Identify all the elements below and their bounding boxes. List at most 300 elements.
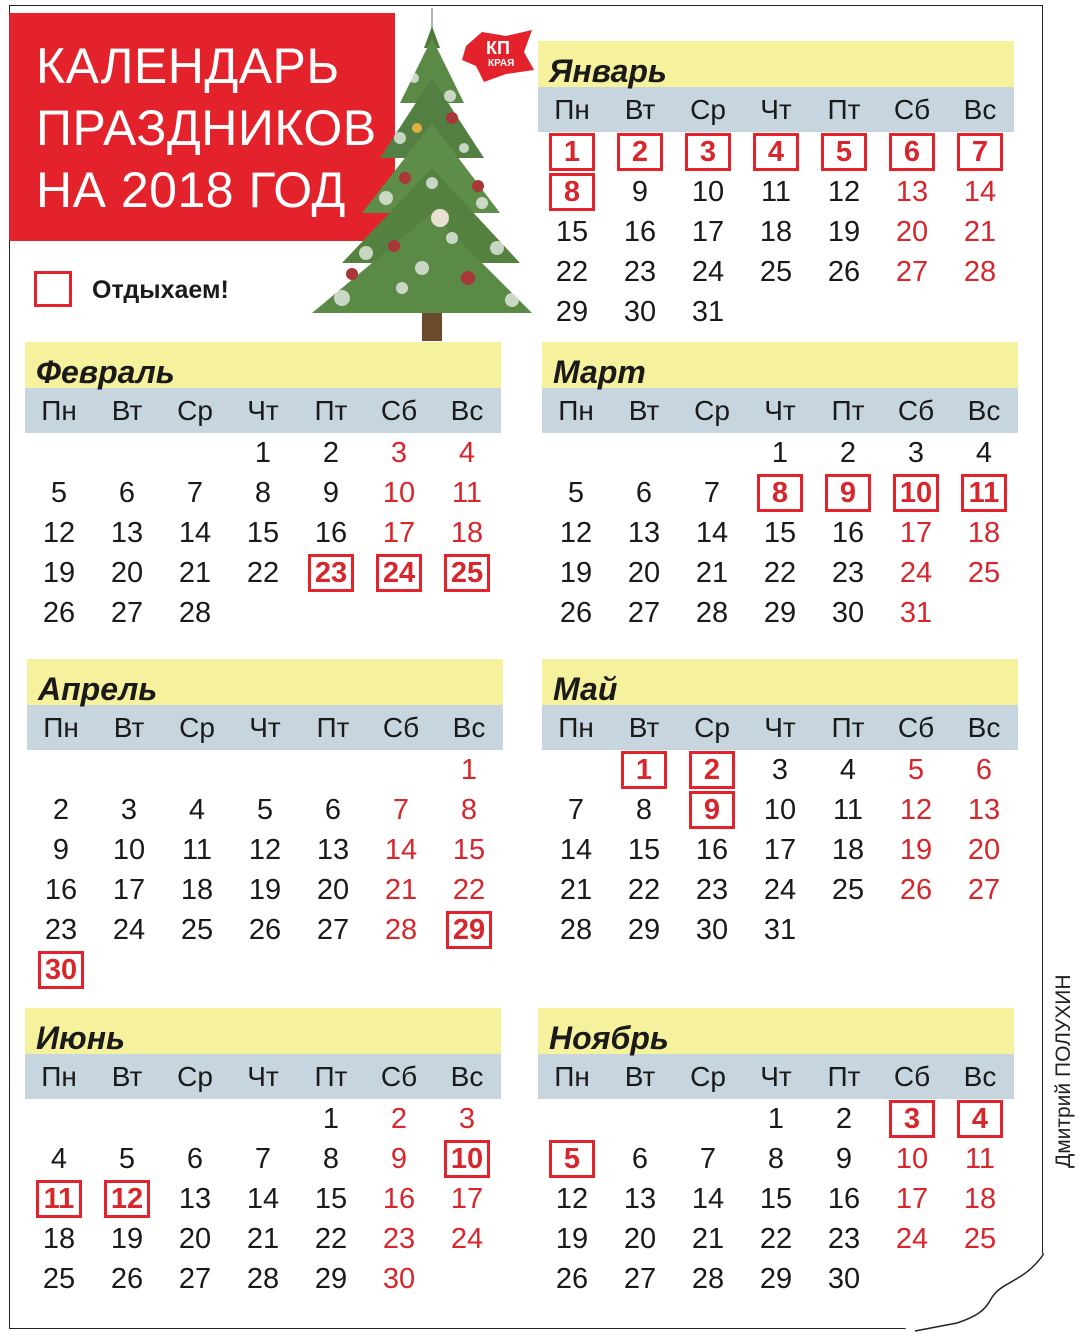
weekday-header xyxy=(25,388,501,433)
weekend-day-cell: 10 xyxy=(382,477,416,509)
day-cell: 15 xyxy=(314,1183,348,1215)
kp-logo xyxy=(462,30,536,82)
holiday-day-cell: 3 xyxy=(674,132,742,172)
svg-text:КП: КП xyxy=(486,38,510,58)
day-cell: 18 xyxy=(831,834,865,866)
day-cell: 13 xyxy=(623,1183,657,1215)
day-cell: 25 xyxy=(831,874,865,906)
weekend-day-cell: 25 xyxy=(967,557,1001,589)
day-cell: 20 xyxy=(627,557,661,589)
holiday-day-cell: 9 xyxy=(814,473,882,513)
day-cell: 30 xyxy=(831,597,865,629)
weekend-day-cell: 18 xyxy=(450,517,484,549)
day-cell: 6 xyxy=(118,477,136,509)
weekend-day-cell: 11 xyxy=(451,477,483,509)
photographer-credit xyxy=(1052,974,1076,1192)
day-cell: 2 xyxy=(839,437,857,469)
weekday-label: Пн xyxy=(43,712,79,743)
day-cell: 29 xyxy=(314,1263,348,1295)
weekday-label: Чт xyxy=(764,712,796,743)
day-cell: 5 xyxy=(256,794,274,826)
empty-day-cell xyxy=(93,1099,161,1139)
holiday-day-cell: 2 xyxy=(606,132,674,172)
day-cell: 23 xyxy=(831,557,865,589)
empty-day-cell xyxy=(25,1099,93,1139)
day-cell: 12 xyxy=(827,176,861,208)
day-cell: 29 xyxy=(555,296,589,328)
weekday-label: Ср xyxy=(177,1061,213,1092)
weekday-header xyxy=(538,1054,1014,1099)
weekend-day-cell: 22 xyxy=(452,874,486,906)
day-cell: 22 xyxy=(759,1223,793,1255)
weekday-header xyxy=(542,388,1018,433)
weekend-day-cell: 5 xyxy=(907,754,925,786)
month-name-bar xyxy=(538,41,1014,87)
day-cell: 22 xyxy=(314,1223,348,1255)
month-name: Май xyxy=(553,671,618,707)
weekday-label: Сб xyxy=(380,1061,418,1092)
weekday-label: Пн xyxy=(41,395,77,426)
weekend-day-cell: 11 xyxy=(964,1143,996,1175)
svg-text:КРАЯ: КРАЯ xyxy=(488,58,515,69)
day-cell: 4 xyxy=(50,1143,68,1175)
month-february xyxy=(25,342,501,633)
weekend-day-cell: 26 xyxy=(899,874,933,906)
holiday-day-cell: 4 xyxy=(742,132,810,172)
weekday-label: Пт xyxy=(827,1061,861,1092)
weekday-label: Ср xyxy=(690,94,726,125)
day-cell: 19 xyxy=(110,1223,144,1255)
holiday-day-cell: 11 xyxy=(950,473,1018,513)
weekend-day-cell: 24 xyxy=(895,1223,929,1255)
legend-holiday-swatch xyxy=(34,271,72,307)
day-cell: 7 xyxy=(567,794,585,826)
weekday-label: Чт xyxy=(764,395,796,426)
month-march xyxy=(542,342,1018,633)
weekday-label: Сб xyxy=(897,712,935,743)
month-name-bar xyxy=(542,659,1018,705)
month-name-bar xyxy=(25,342,501,388)
month-name-bar xyxy=(25,1008,501,1054)
weekend-day-cell: 21 xyxy=(384,874,418,906)
day-cell: 12 xyxy=(248,834,282,866)
weekend-day-cell: 8 xyxy=(460,794,478,826)
weekday-label: Вт xyxy=(628,395,660,426)
weekend-day-cell: 7 xyxy=(392,794,410,826)
weekday-label: Пт xyxy=(827,94,861,125)
day-cell: 1 xyxy=(767,1103,785,1135)
day-cell: 19 xyxy=(555,1223,589,1255)
day-cell: 17 xyxy=(112,874,146,906)
day-cell: 9 xyxy=(631,176,649,208)
weekend-day-cell: 25 xyxy=(963,1223,997,1255)
day-cell: 22 xyxy=(627,874,661,906)
day-cell: 11 xyxy=(181,834,213,866)
empty-day-cell xyxy=(27,750,95,790)
weekday-label: Пн xyxy=(41,1061,77,1092)
holiday-day-cell: 2 xyxy=(678,750,746,790)
month-january xyxy=(538,41,1014,332)
day-cell: 16 xyxy=(695,834,729,866)
day-cell: 12 xyxy=(42,517,76,549)
day-cell: 4 xyxy=(975,437,993,469)
weekend-day-cell: 17 xyxy=(382,517,416,549)
weekday-label: Пн xyxy=(558,395,594,426)
day-cell: 27 xyxy=(178,1263,212,1295)
day-cell: 27 xyxy=(627,597,661,629)
weekend-day-cell: 17 xyxy=(899,517,933,549)
weekday-label: Вс xyxy=(450,395,484,426)
weekend-day-cell: 18 xyxy=(967,517,1001,549)
day-cell: 7 xyxy=(699,1143,717,1175)
weekday-label: Пн xyxy=(554,94,590,125)
weekday-label: Сб xyxy=(893,94,931,125)
day-cell: 20 xyxy=(110,557,144,589)
weekday-header xyxy=(542,705,1018,750)
day-cell: 2 xyxy=(52,794,70,826)
legend-label: Отдыхаем! xyxy=(92,276,229,304)
day-cell: 26 xyxy=(555,1263,589,1295)
day-cell: 16 xyxy=(314,517,348,549)
day-cell: 14 xyxy=(695,517,729,549)
day-cell: 7 xyxy=(703,477,721,509)
weekday-label: Чт xyxy=(247,1061,279,1092)
weekend-day-cell: 4 xyxy=(458,437,476,469)
weekday-label: Вт xyxy=(624,1061,656,1092)
day-cell: 14 xyxy=(559,834,593,866)
weekend-day-cell: 16 xyxy=(382,1183,416,1215)
weekday-label: Пт xyxy=(314,395,348,426)
holiday-day-cell: 9 xyxy=(678,790,746,830)
day-cell: 15 xyxy=(555,216,589,248)
weekday-label: Пт xyxy=(316,712,350,743)
day-cell: 5 xyxy=(567,477,585,509)
weekend-day-cell: 3 xyxy=(390,437,408,469)
month-may xyxy=(542,659,1018,950)
weekday-label: Сб xyxy=(893,1061,931,1092)
weekend-day-cell: 27 xyxy=(895,256,929,288)
day-cell: 22 xyxy=(246,557,280,589)
day-cell: 22 xyxy=(555,256,589,288)
day-cell: 25 xyxy=(180,914,214,946)
day-cell: 21 xyxy=(691,1223,725,1255)
day-cell: 11 xyxy=(760,176,792,208)
day-cell: 21 xyxy=(695,557,729,589)
day-cell: 30 xyxy=(695,914,729,946)
weekday-label: Чт xyxy=(247,395,279,426)
weekday-label: Вт xyxy=(113,712,145,743)
weekday-label: Пт xyxy=(314,1061,348,1092)
day-cell: 26 xyxy=(110,1263,144,1295)
weekday-label: Вс xyxy=(452,712,486,743)
day-cell: 8 xyxy=(767,1143,785,1175)
day-cell: 14 xyxy=(178,517,212,549)
day-cell: 18 xyxy=(42,1223,76,1255)
weekday-label: Вт xyxy=(628,712,660,743)
day-cell: 29 xyxy=(759,1263,793,1295)
weekday-label: Вт xyxy=(111,395,143,426)
day-cell: 19 xyxy=(248,874,282,906)
day-cell: 1 xyxy=(771,437,789,469)
month-name: Январь xyxy=(549,53,667,89)
weekday-label: Пт xyxy=(831,712,865,743)
weekend-day-cell: 15 xyxy=(452,834,486,866)
weekend-day-cell: 1 xyxy=(460,754,478,786)
day-cell: 13 xyxy=(627,517,661,549)
empty-day-cell xyxy=(367,750,435,790)
day-cell: 21 xyxy=(559,874,593,906)
weekday-label: Сб xyxy=(382,712,420,743)
day-cell: 26 xyxy=(559,597,593,629)
weekend-day-cell: 9 xyxy=(390,1143,408,1175)
weekday-label: Вс xyxy=(963,94,997,125)
empty-day-cell xyxy=(606,1099,674,1139)
day-cell: 30 xyxy=(623,296,657,328)
weekday-label: Вт xyxy=(111,1061,143,1092)
day-cell: 10 xyxy=(691,176,725,208)
day-cell: 22 xyxy=(763,557,797,589)
day-cell: 10 xyxy=(763,794,797,826)
day-cell: 28 xyxy=(691,1263,725,1295)
day-grid xyxy=(542,433,1018,633)
day-cell: 23 xyxy=(695,874,729,906)
day-cell: 15 xyxy=(759,1183,793,1215)
day-cell: 5 xyxy=(118,1143,136,1175)
weekend-day-cell: 20 xyxy=(895,216,929,248)
day-cell: 9 xyxy=(835,1143,853,1175)
day-cell: 29 xyxy=(763,597,797,629)
credit-text: Дмитрий ПОЛУХИН xyxy=(1052,974,1075,1168)
empty-day-cell xyxy=(542,750,610,790)
day-cell: 21 xyxy=(246,1223,280,1255)
weekend-day-cell: 18 xyxy=(963,1183,997,1215)
month-name-bar xyxy=(27,659,503,705)
empty-day-cell xyxy=(161,433,229,473)
day-cell: 2 xyxy=(835,1103,853,1135)
weekend-day-cell: 31 xyxy=(899,597,933,629)
weekday-label: Пн xyxy=(554,1061,590,1092)
weekend-day-cell: 17 xyxy=(895,1183,929,1215)
day-cell: 20 xyxy=(623,1223,657,1255)
day-grid xyxy=(27,750,503,990)
title-line-1: КАЛЕНДАРЬ xyxy=(36,38,340,94)
day-cell: 6 xyxy=(186,1143,204,1175)
day-cell: 28 xyxy=(559,914,593,946)
month-name: Февраль xyxy=(36,354,175,390)
day-cell: 23 xyxy=(623,256,657,288)
day-cell: 12 xyxy=(555,1183,589,1215)
weekend-day-cell: 14 xyxy=(963,176,997,208)
day-cell: 6 xyxy=(635,477,653,509)
holiday-day-cell: 23 xyxy=(297,553,365,593)
day-cell: 8 xyxy=(322,1143,340,1175)
day-cell: 20 xyxy=(178,1223,212,1255)
weekend-day-cell: 27 xyxy=(967,874,1001,906)
weekday-label: Ср xyxy=(694,395,730,426)
day-cell: 17 xyxy=(763,834,797,866)
month-name: Март xyxy=(553,354,646,390)
weekend-day-cell: 24 xyxy=(899,557,933,589)
day-cell: 5 xyxy=(50,477,68,509)
empty-day-cell xyxy=(542,433,610,473)
weekday-header xyxy=(25,1054,501,1099)
empty-day-cell xyxy=(538,1099,606,1139)
holiday-day-cell: 10 xyxy=(882,473,950,513)
day-cell: 27 xyxy=(316,914,350,946)
day-cell: 19 xyxy=(827,216,861,248)
empty-day-cell xyxy=(25,433,93,473)
empty-day-cell xyxy=(163,750,231,790)
day-cell: 16 xyxy=(827,1183,861,1215)
weekend-day-cell: 14 xyxy=(384,834,418,866)
empty-day-cell xyxy=(161,1099,229,1139)
month-name: Июнь xyxy=(36,1020,126,1056)
day-cell: 31 xyxy=(691,296,725,328)
holiday-day-cell: 3 xyxy=(878,1099,946,1139)
weekday-label: Чт xyxy=(760,1061,792,1092)
day-cell: 18 xyxy=(759,216,793,248)
holiday-day-cell: 8 xyxy=(538,172,606,212)
day-cell: 28 xyxy=(178,597,212,629)
weekend-day-cell: 28 xyxy=(963,256,997,288)
day-cell: 17 xyxy=(691,216,725,248)
day-cell: 1 xyxy=(322,1103,340,1135)
day-cell: 15 xyxy=(246,517,280,549)
holiday-day-cell: 25 xyxy=(433,553,501,593)
day-cell: 8 xyxy=(635,794,653,826)
day-cell: 6 xyxy=(631,1143,649,1175)
day-cell: 3 xyxy=(907,437,925,469)
day-cell: 13 xyxy=(110,517,144,549)
weekday-label: Ср xyxy=(179,712,215,743)
weekend-day-cell: 13 xyxy=(895,176,929,208)
day-cell: 18 xyxy=(180,874,214,906)
day-cell: 15 xyxy=(627,834,661,866)
month-june xyxy=(25,1008,501,1299)
holiday-day-cell: 11 xyxy=(25,1179,93,1219)
weekday-label: Чт xyxy=(760,94,792,125)
weekend-day-cell: 3 xyxy=(458,1103,476,1135)
day-cell: 4 xyxy=(839,754,857,786)
holiday-day-cell: 12 xyxy=(93,1179,161,1219)
day-cell: 15 xyxy=(763,517,797,549)
empty-day-cell xyxy=(610,433,678,473)
page-curl xyxy=(905,1253,1055,1333)
weekday-label: Ср xyxy=(177,395,213,426)
day-cell: 20 xyxy=(316,874,350,906)
weekend-day-cell: 20 xyxy=(967,834,1001,866)
day-cell: 9 xyxy=(322,477,340,509)
holiday-day-cell: 1 xyxy=(610,750,678,790)
weekday-label: Вс xyxy=(450,1061,484,1092)
weekday-header xyxy=(538,87,1014,132)
day-cell: 9 xyxy=(52,834,70,866)
day-cell: 11 xyxy=(832,794,864,826)
holiday-day-cell: 1 xyxy=(538,132,606,172)
weekend-day-cell: 21 xyxy=(963,216,997,248)
weekend-day-cell: 23 xyxy=(382,1223,416,1255)
weekday-label: Чт xyxy=(249,712,281,743)
month-name-bar xyxy=(538,1008,1014,1054)
day-cell: 26 xyxy=(827,256,861,288)
empty-day-cell xyxy=(93,433,161,473)
empty-day-cell xyxy=(95,750,163,790)
weekend-day-cell: 6 xyxy=(975,754,993,786)
weekend-day-cell: 30 xyxy=(382,1263,416,1295)
day-cell: 16 xyxy=(44,874,78,906)
weekend-day-cell: 12 xyxy=(899,794,933,826)
day-cell: 6 xyxy=(324,794,342,826)
day-cell: 14 xyxy=(691,1183,725,1215)
weekday-label: Вс xyxy=(967,395,1001,426)
day-cell: 21 xyxy=(178,557,212,589)
holiday-day-cell: 5 xyxy=(538,1139,606,1179)
holiday-day-cell: 6 xyxy=(878,132,946,172)
empty-day-cell xyxy=(674,1099,742,1139)
weekend-day-cell: 2 xyxy=(390,1103,408,1135)
holiday-day-cell: 7 xyxy=(946,132,1014,172)
day-cell: 12 xyxy=(559,517,593,549)
day-cell: 23 xyxy=(44,914,78,946)
day-cell: 13 xyxy=(178,1183,212,1215)
holiday-day-cell: 24 xyxy=(365,553,433,593)
day-cell: 28 xyxy=(246,1263,280,1295)
holiday-day-cell: 4 xyxy=(946,1099,1014,1139)
day-cell: 3 xyxy=(120,794,138,826)
day-cell: 28 xyxy=(695,597,729,629)
weekend-day-cell: 17 xyxy=(450,1183,484,1215)
holiday-day-cell: 8 xyxy=(746,473,814,513)
day-cell: 19 xyxy=(42,557,76,589)
day-cell: 1 xyxy=(254,437,272,469)
day-cell: 2 xyxy=(322,437,340,469)
day-cell: 10 xyxy=(112,834,146,866)
day-cell: 14 xyxy=(246,1183,280,1215)
day-cell: 16 xyxy=(623,216,657,248)
day-cell: 25 xyxy=(42,1263,76,1295)
weekday-label: Вт xyxy=(624,94,656,125)
weekday-label: Ср xyxy=(690,1061,726,1092)
month-name-bar xyxy=(542,342,1018,388)
day-cell: 31 xyxy=(763,914,797,946)
day-cell: 13 xyxy=(316,834,350,866)
empty-day-cell xyxy=(231,750,299,790)
day-cell: 24 xyxy=(112,914,146,946)
holiday-day-cell: 30 xyxy=(27,950,95,990)
weekday-label: Вс xyxy=(967,712,1001,743)
weekend-day-cell: 28 xyxy=(384,914,418,946)
empty-day-cell xyxy=(678,433,746,473)
day-cell: 3 xyxy=(771,754,789,786)
day-grid xyxy=(25,1099,501,1299)
weekend-day-cell: 24 xyxy=(450,1223,484,1255)
day-cell: 29 xyxy=(627,914,661,946)
weekday-header xyxy=(27,705,503,750)
empty-day-cell xyxy=(229,1099,297,1139)
day-cell: 26 xyxy=(248,914,282,946)
weekday-label: Пн xyxy=(558,712,594,743)
weekday-label: Пт xyxy=(831,395,865,426)
day-cell: 24 xyxy=(691,256,725,288)
title-line-2: ПРАЗДНИКОВ xyxy=(36,100,377,156)
day-cell: 7 xyxy=(254,1143,272,1175)
weekend-day-cell: 13 xyxy=(967,794,1001,826)
month-april xyxy=(27,659,503,990)
weekday-label: Вс xyxy=(963,1061,997,1092)
holiday-day-cell: 5 xyxy=(810,132,878,172)
day-cell: 23 xyxy=(827,1223,861,1255)
month-name: Ноябрь xyxy=(549,1020,669,1056)
